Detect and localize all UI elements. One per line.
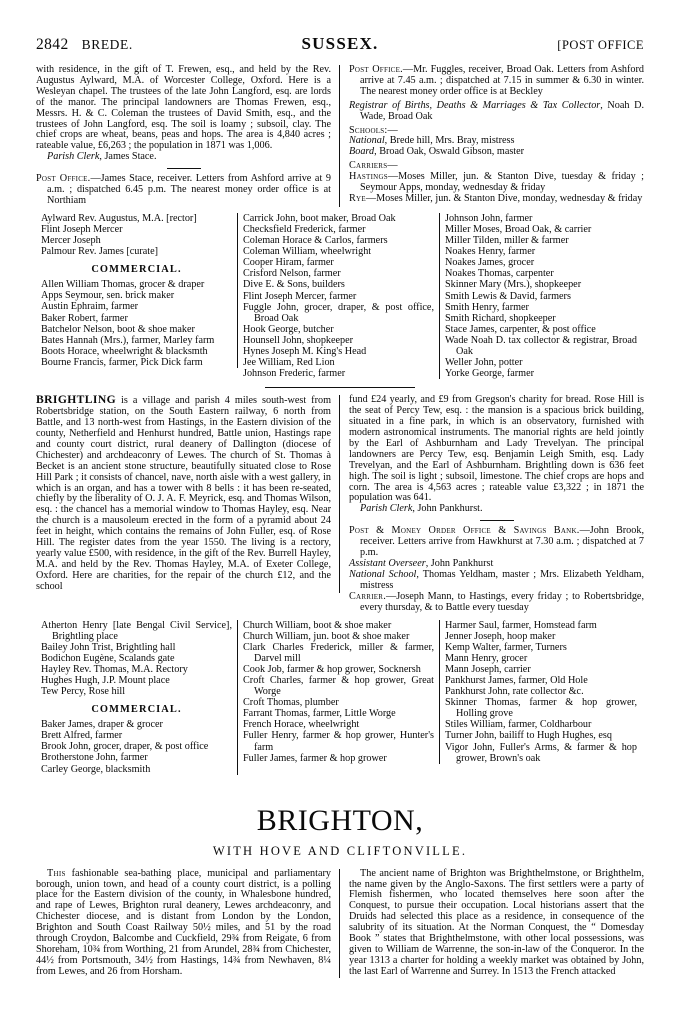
brede-description: with residence, in the gift of T. Frewen, esq., and held by the Rev. Augustus Aylward, M.A. of Worcester College, Oxford. Here is a Wesleyan chapel. The trustees of the late John Langford, esq. are lords of the manor. The principal landowners are Thomas Frewen, esq., Messrs. H. & C. Coleman the trustees of David Smith, esq., and the trustees of John Langford, esq. The soil is loamy ; subsoil, clay. The chief crops are wheat, beans, peas and hops. The area is 4,840 acres ; rateable value, £6,263 ; the population in 1871 was 1,006. [36,64,331,152]
directory-entry-commercial: Farrant Thomas, farmer, Little Worge [243,708,396,720]
brede-broadoak-post-office-label: Post Office. [349,64,403,75]
directory-entry-commercial: Skinner Mary (Mrs.), shopkeeper [445,279,582,291]
directory-entry-commercial: Fuller Henry, farmer & hop grower, Hunter's farm [243,730,434,753]
directory-entry-private: Aylward Rev. Augustus, M.A. [rector] [41,212,197,224]
directory-entry-commercial: Fuller James, farmer & hop grower [243,752,387,764]
section-rule [480,520,514,521]
directory-entry-commercial: Pankhurst James, farmer, Old Hole [445,674,588,686]
directory-entry-commercial: Dive E. & Sons, builders [243,279,345,291]
school-name: Board [349,146,375,158]
directory-entry-commercial: Brett Alfred, farmer [41,730,123,742]
brighton-lead-word: This [47,867,66,879]
brede-directory-col-1 [36,213,238,368]
brede-parish-clerk-label: Parish Clerk [47,151,100,163]
directory-entry-private: Flint Joseph Mercer [41,223,123,235]
brightling-description-cont: fund £24 yearly, and £9 from Gregson's charity for bread. Rose Hill is the seat of Percy Tew, esq. : the mansion is a spacious brick building, situated in a fine park, in which is an observatory, furnished with modern astronomical instruments. The manorial rights are held jointly by the Earl of Ashburnham and Lady Trevelyan. The principal landowners are Percy Tew, esq. Benjamin Leigh Smith, esq. Lady Trevelyan, and the Earl of Ashburnham. Brightling down is 636 feet high. The soil is light ; subsoil, limestone. The chief crops are hops and corn. The area is 4,563 acres ; rateable value £3,322 ; in 1871 the population was 641. [349,394,644,504]
directory-entry-commercial: Hynes Joseph M. King's Head [243,346,367,357]
directory-entry-commercial: Apps Seymour, sen. brick maker [41,290,175,302]
directory-entry-private: Hayley Rev. Thomas, M.A. Rectory [41,663,188,675]
directory-entry-commercial: Miller Moses, Broad Oak, & carrier [445,223,592,235]
brighton-description-text: fashionable sea-bathing place, municipal and parliamentary borough, union town, and head of a county court district, is a polling place for the Eastern division of the county, in Whalesbone hundred, and rape of Lewes, Brighton rural deanery, Lewes archdeaconry, and Chichester diocese, and is distant from London by the London, Brighton and South Coast Railway 50½ miles, and 51 by the road through Croydon, Balcombe and Cuckfield, 29¾ from Reigate, 6 from Shoreham, 10¾ from Worthing, 21 from Arundel, 28¾ from Chichester, 44½ from Portsmouth, 34½ from Hastings, 14¾ from Newhaven, 8¼ from Lewes, and 26 from Horsham. [36,867,331,977]
directory-entry-commercial: Stiles William, farmer, Coldharbour [445,719,592,731]
brede-commercial-col1 [41,279,232,368]
brede-parish-clerk [36,152,331,163]
brightling-left-column [36,395,340,592]
brede-post-office-text: —James Stace, receiver. Letters from Ashford arrive at 9 a.m. ; dispatched 6.45 p.m. The nearest money order office is at Northiam [47,173,331,206]
directory-entry-private: Mercer Joseph [41,235,101,247]
brede-registrar-value: , Noah D. Wade, Broad Oak [360,99,644,122]
brightling-commercial-heading: COMMERCIAL. [91,704,182,716]
directory-entry-commercial: Bates Hannah (Mrs.), farmer, Marley farm [41,334,215,346]
brede-right-column [340,65,644,205]
directory-entry-commercial: Baker James, draper & grocer [41,719,163,731]
parish-divider-rule [265,387,415,388]
brightling-parish-clerk [349,504,644,515]
brightling-directory-col-2 [238,620,440,764]
directory-entry-private: Bailey John Trist, Brightling hall [41,641,176,653]
running-head-right: [POST OFFICE [557,38,644,52]
brightling-parish-clerk-label: Parish Clerk [360,503,413,515]
directory-entry-commercial: Brook John, grocer, draper, & post office [41,741,209,753]
brighton-description [36,869,331,978]
directory-entry-commercial: Vigor John, Fuller's Arms, & farmer & hop grower, Brown's oak [445,741,637,764]
directory-entry-commercial: Mann Henry, grocer [445,652,528,664]
directory-entry-commercial: Austin Ephraim, farmer [41,301,139,313]
directory-entry-commercial: Church William, boot & shoe maker [243,619,392,631]
brightling-school-label: National School [349,568,417,580]
directory-entry-commercial: Smith Henry, farmer [445,301,529,313]
running-head-place: BREDE. [81,37,133,52]
carrier-detail: —Moses Miller, jun. & Stanton Dive, monday, wednesday & friday [365,192,643,204]
directory-entry-commercial: Noakes James, grocer [445,257,535,269]
directory-entry-commercial: Carrick John, boot maker, Broad Oak [243,212,396,224]
directory-entry-commercial: Batchelor Nelson, boot & shoe maker [41,323,195,335]
directory-entry-private: Palmour Rev. James [curate] [41,246,159,258]
schools-heading: Schools:— [349,124,398,136]
brede-left-column [36,65,340,207]
directory-entry-private: Hughes Hugh, J.P. Mount place [41,674,170,686]
school-detail: , Brede hill, Mrs. Bray, mistress [384,135,515,147]
carrier-detail: —Moses Miller, jun. & Stanton Dive, tuesday & friday ; Seymour Apps, monday, wednesday & friday [360,171,644,194]
directory-entry-commercial: Johnson Frederic, farmer [243,368,346,380]
directory-entry-private: Tew Percy, Rose hill [41,686,126,698]
brightling-description-text: is a village and parish 4 miles south-west from Robertsbridge station, on the South Eastern railway, 6 north from Battle, and 13 north-west from Hastings, in the Eastern division of the county, Netherfield and Henhurst hundred, Battle union, Hastings rape and county court district, rural deanery of Dallington (diocese of Chichester) and archdeaconry of Lewes. The church of St. Thomas à Becket is an ancient stone structure, beautifully situated close to Rose Hill Park ; it consists of chancel, nave, north aisle with a west gallery, in which is an organ, and has a tower with 8 bells : it has been re-seated, chiefly by the liberality of O. J. A. F. Meyrick, esq. and Thomas Wilson, esq. : the chancel has a memorial window to Thomas Hayley, esq. Near the church is a mausoleum erected in the form of a pyramid about 24 feet in height, which contains the remains of John Fuller, esq. of Rose Hill. The register dates from the year 1550. The living is a rectory, yearly value £500, with residence, in the gift of the Rev. Burrell Hayley, M.A. and held by the Rev. Thomas Hayley, M.A. of Exeter College, Oxford. Here are charities, for the repair of the church £12, and the school [36,395,331,592]
section-rule [167,168,201,169]
directory-entry-commercial: Skinner Thomas, farmer & hop grower, Holling grove [445,697,637,720]
brede-private-residents [41,213,232,257]
carrier-destination: Rye [349,192,366,204]
directory-entry-commercial: Coleman Horace & Carlos, farmers [243,235,388,247]
directory-entry-commercial: Miller Tilden, miller & farmer [445,235,569,247]
page-number: 2842 [36,36,69,53]
directory-entry-commercial: Coleman William, wheelwright [243,246,372,258]
directory-entry-commercial: Clark Charles Frederick, miller & farmer, Darvel mill [243,641,434,664]
running-head [36,34,644,54]
directory-entry-commercial: Carley George, blacksmith [41,763,151,775]
brighton-title: BRIGHTON, [256,803,424,837]
directory-entry-commercial: Crisford Nelson, farmer [243,268,341,280]
brightling-carrier-label: Carrier. [349,590,387,602]
directory-entry-commercial: Croft Thomas, plumber [243,697,339,709]
directory-entry-commercial: French Horace, wheelwright [243,719,360,731]
brede-carrier-rye [349,194,644,205]
directory-entry-commercial: Wade Noah D. tax collector & registrar, Broad Oak [445,334,637,357]
directory-entry-commercial: Cooper Hiram, farmer [243,257,334,269]
brighton-section [36,801,644,978]
brede-broadoak-post-office [349,65,644,98]
brede-post-office [36,174,331,207]
directory-entry-commercial: Noakes Thomas, carpenter [445,268,554,280]
brightling-carrier-text: —Joseph Mann, to Hastings, every friday ; to Robertsbridge, every thursday, & to Battle every tuesday [360,590,644,613]
directory-entry-commercial: Flint Joseph Mercer, farmer [243,290,357,302]
directory-entry-commercial: Harmer Saul, farmer, Homstead farm [445,619,597,631]
brightling-right-column [340,395,644,613]
directory-entry-commercial: Pankhurst John, rate collector &c. [445,686,584,698]
brighton-history: The ancient name of Brighton was Brighthelmstone, or Brighthelm, the name given by the Anglo-Saxons. The first settlers were a party of Flemish fishermen, who located themselves here soon after the Conquest, to pursue their occupation. Local historians assert that the Druids had selected this place as a residence, in consequence of the salubrity of its situation. At the Norman Conquest, the “ Domesday Book ” states that Brighthelmstone, with other local possessions, was given to William de Warrenne, the son-in-law of the Conqueror. In the year 1313 a charter for holding a weekly market was obtained by John, the last Earl of Warrenne and Surrey. In 1513 the French attacked [349,867,644,977]
brightling-body [36,395,644,613]
directory-entry-commercial: Mann Joseph, carrier [445,663,531,675]
brightling-commercial-col1 [41,719,232,774]
directory-entry-commercial: Kemp Walter, farmer, Turners [445,641,567,653]
brede-commercial-heading: COMMERCIAL. [91,264,182,276]
directory-entry-commercial: Fuggle John, grocer, draper, & post office, Broad Oak [243,301,434,324]
brede-directory-col-2 [238,213,440,379]
directory-entry-commercial: Boots Horace, wheelwright & blacksmth [41,345,208,357]
brede-school-board [349,147,644,158]
directory-entry-commercial: Church William, jun. boot & shoe maker [243,630,410,642]
directory-entry-commercial: Allen William Thomas, grocer & draper [41,279,205,291]
directory-entry-commercial: Checksfield Frederick, farmer [243,223,366,235]
brightling-carrier [349,592,644,614]
brede-post-office-label: Post Office. [36,173,91,185]
school-name: National [349,135,385,147]
running-head-county: SUSSEX. [301,34,379,53]
directory-entry-commercial: Turner John, bailiff to Hugh Hughes, esq [445,730,612,742]
page-content [36,34,644,978]
brighton-left-column [36,869,340,978]
brightling-parish-name: BRIGHTLING [36,393,117,407]
directory-entry-commercial: Jenner Joseph, hoop maker [445,630,556,642]
directory-entry-commercial: Yorke George, farmer [445,368,535,380]
directory-entry-commercial: Brotherstone John, farmer [41,752,148,764]
directory-entry-commercial: Hounsell John, shopkeeper [243,334,354,346]
brede-broadoak-post-office-text: —Mr. Fuggles, receiver, Broad Oak. Letters from Ashford arrive at 7.45 a.m. ; dispatched at 7.15 in summer & 6.30 in winter. The nearest money order office is at Beckley [360,64,645,97]
directory-entry-commercial: Smith Lewis & David, farmers [445,290,571,302]
directory-entry-commercial: Johnson John, farmer [445,212,533,224]
directory-entry-private: Bodichon Eugène, Scalands gate [41,652,175,664]
brightling-directory [36,620,644,775]
directory-entry-commercial: Smith Richard, shopkeeper [445,312,556,324]
directory-entry-commercial: Hook George, butcher [243,323,334,335]
directory-entry-commercial: Bourne Francis, farmer, Pick Dick farm [41,356,203,368]
brightling-post-office-text: —John Brook, receiver. Letters arrive from Hawkhurst at 7.30 a.m. ; dispatched at 7 p.m. [360,525,644,559]
brede-registrar-label: Registrar of Births, Deaths & Marriages & Tax Collector [349,99,601,111]
brightling-description [36,395,331,592]
brightling-directory-col-3 [440,620,642,764]
directory-entry-commercial: Noakes Henry, farmer [445,246,536,258]
brede-parish-clerk-value: , James Stace. [99,151,157,163]
running-head-left [36,36,236,54]
brede-directory-col-3 [440,213,642,379]
brightling-national-school [349,570,644,592]
brighton-body [36,869,644,978]
brighton-subtitle: WITH HOVE AND CLIFTONVILLE. [212,843,468,858]
brightling-school-value: , Thomas Yeldham, master ; Mrs. Elizabeth Yeldham, mistress [360,568,645,591]
brighton-right-column [340,869,644,978]
directory-entry-commercial: Croft Charles, farmer & hop grower, Great Worge [243,674,434,698]
brightling-overseer-value: , John Pankhurst [425,557,494,569]
directory-entry-commercial: Stace James, carpenter, & post office [445,323,596,335]
brede-directory [36,213,644,379]
brightling-post-office [349,526,644,559]
brightling-overseer-label: Assistant Overseer [349,557,426,569]
brightling-directory-col-1 [36,620,238,775]
brightling-parish-clerk-value: , John Pankhurst. [412,503,483,515]
brede-body [36,65,644,207]
school-detail: , Broad Oak, Oswald Gibson, master [374,146,525,158]
directory-entry-commercial: Jee William, Red Lion [243,357,335,369]
brightling-private-residents [41,620,232,698]
carrier-destination: Hastings [349,171,388,183]
directory-entry-commercial: Weller John, potter [445,357,523,369]
brightling-post-office-label: Post & Money Order Office & Savings Bank. [349,525,580,537]
directory-entry-commercial: Baker Robert, farmer [41,312,128,324]
carriers-heading: Carriers— [349,160,398,172]
brede-carrier-hastings [349,172,644,194]
brede-registrar [349,101,644,123]
directory-entry-commercial: Cook Job, farmer & hop grower, Socknersh [243,663,421,675]
directory-entry-private: Atherton Henry [late Bengal Civil Service], Brightling place [41,619,232,642]
